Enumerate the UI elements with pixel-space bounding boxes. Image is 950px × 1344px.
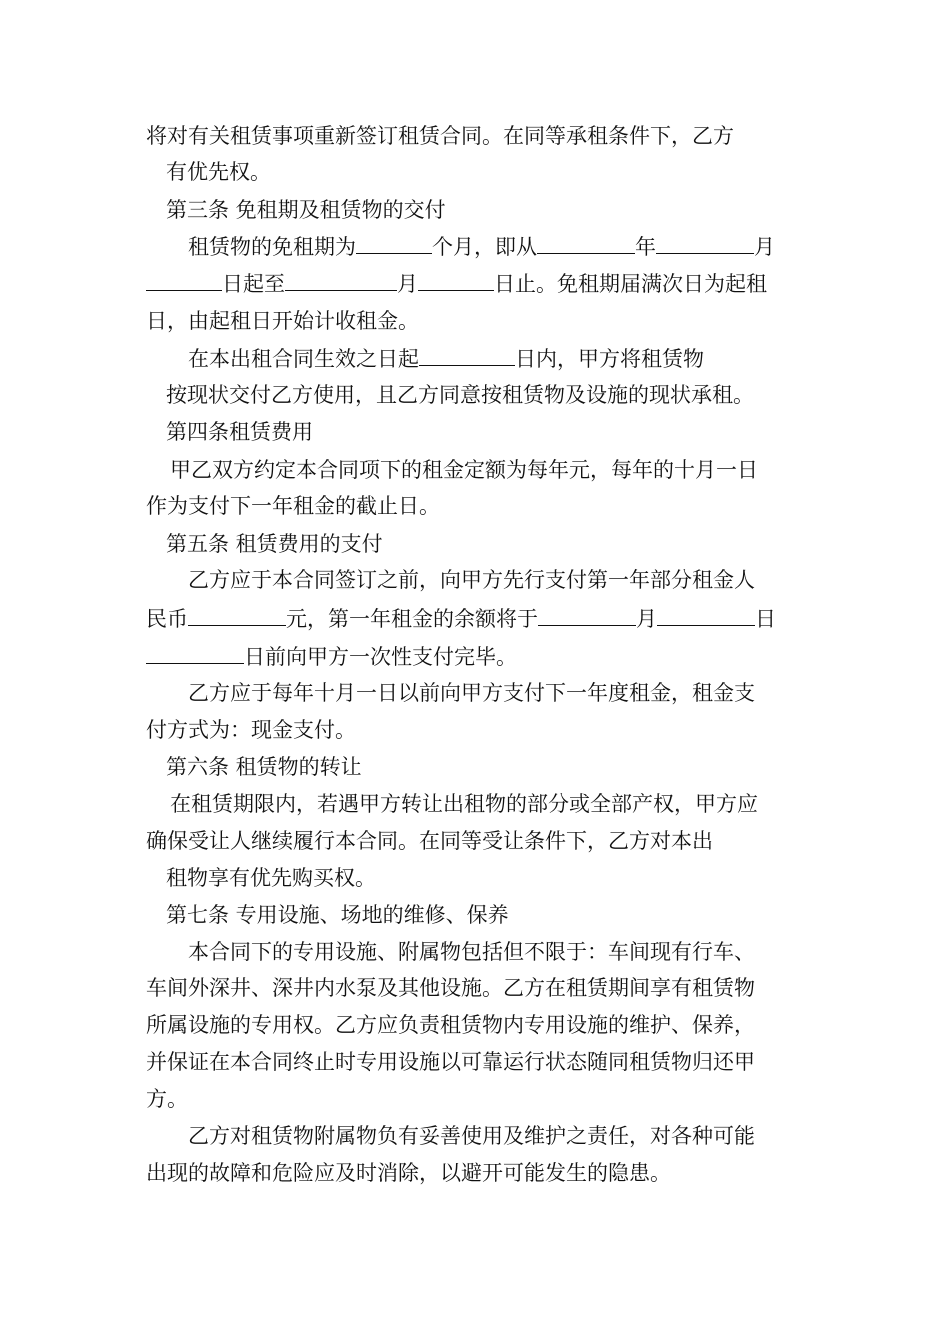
paragraph-line: 乙方应于每年十月一日以前向甲方支付下一年度租金，租金支 <box>188 681 755 705</box>
text-segment: 日止。免租期届满次日为起租 <box>494 272 767 296</box>
paragraph-line: 乙方对租赁物附属物负有妥善使用及维护之责任，对各种可能 <box>188 1124 755 1148</box>
fill-blank <box>188 605 286 626</box>
article-3-title: 第三条 免租期及租赁物的交付 <box>166 198 446 222</box>
text-segment: 在本出租合同生效之日起 <box>188 347 419 371</box>
paragraph-line: 作为支付下一年租金的截止日。 <box>146 494 440 518</box>
fill-blank <box>146 643 244 664</box>
text-segment: 月 <box>636 607 657 631</box>
fill-blank <box>146 270 222 291</box>
fill-blank <box>657 605 755 626</box>
fill-blank <box>419 345 515 366</box>
paragraph-line: 付方式为：现金支付。 <box>146 718 356 742</box>
paragraph-line: 并保证在本合同终止时专用设施以可靠运行状态随同租赁物归还甲 <box>146 1050 755 1074</box>
text-segment: 日内，甲方将租赁物 <box>515 347 704 371</box>
text-segment: 月 <box>754 235 775 259</box>
fill-blank <box>418 270 494 291</box>
text-segment: 日前向甲方一次性支付完毕。 <box>244 645 517 669</box>
paragraph-line <box>146 605 776 631</box>
fill-blank <box>356 233 432 254</box>
paragraph-line: 确保受让人继续履行本合同。在同等受让条件下，乙方对本出 <box>146 829 713 853</box>
paragraph-line <box>146 270 767 296</box>
paragraph-line: 方。 <box>146 1087 188 1111</box>
fill-blank <box>537 233 635 254</box>
text-segment: 日 <box>755 607 776 631</box>
article-6-title: 第六条 租赁物的转让 <box>166 755 362 779</box>
fill-blank <box>538 605 636 626</box>
paragraph-line: 按现状交付乙方使用，且乙方同意按租赁物及设施的现状承租。 <box>166 383 754 407</box>
paragraph-line: 乙方应于本合同签订之前，向甲方先行支付第一年部分租金人 <box>188 568 755 592</box>
text-segment: 月 <box>397 272 418 296</box>
fill-blank <box>285 270 397 291</box>
paragraph-line: 有优先权。 <box>166 160 271 184</box>
text-segment: 租赁物的免租期为 <box>188 235 356 259</box>
paragraph-line <box>146 643 517 669</box>
article-4-title: 第四条租赁费用 <box>166 420 313 444</box>
fill-blank <box>656 233 754 254</box>
paragraph-line: 日，由起租日开始计收租金。 <box>146 309 419 333</box>
paragraph-line: 本合同下的专用设施、附属物包括但不限于：车间现有行车、 <box>188 940 755 964</box>
article-7-title: 第七条 专用设施、场地的维修、保养 <box>166 903 509 927</box>
text-segment: 元，第一年租金的余额将于 <box>286 607 538 631</box>
paragraph-line: 租物享有优先购买权。 <box>166 866 376 890</box>
text-segment: 个月，即从 <box>432 235 537 259</box>
paragraph-line: 将对有关租赁事项重新签订租赁合同。在同等承租条件下，乙方 <box>146 124 734 148</box>
paragraph-line: 车间外深井、深井内水泵及其他设施。乙方在租赁期间享有租赁物 <box>146 976 755 1000</box>
paragraph-line: 在租赁期限内，若遇甲方转让出租物的部分或全部产权，甲方应 <box>170 792 758 816</box>
paragraph-line: 所属设施的专用权。乙方应负责租赁物内专用设施的维护、保养， <box>146 1013 755 1037</box>
paragraph-line: 甲乙双方约定本合同项下的租金定额为每年元，每年的十月一日 <box>170 458 758 482</box>
text-segment: 民币 <box>146 607 188 631</box>
text-segment: 年 <box>635 235 656 259</box>
text-segment: 日起至 <box>222 272 285 296</box>
paragraph-line <box>188 233 775 259</box>
paragraph-line <box>188 345 704 371</box>
article-5-title: 第五条 租赁费用的支付 <box>166 532 383 556</box>
paragraph-line: 出现的故障和危险应及时消除，以避开可能发生的隐患。 <box>146 1161 671 1185</box>
